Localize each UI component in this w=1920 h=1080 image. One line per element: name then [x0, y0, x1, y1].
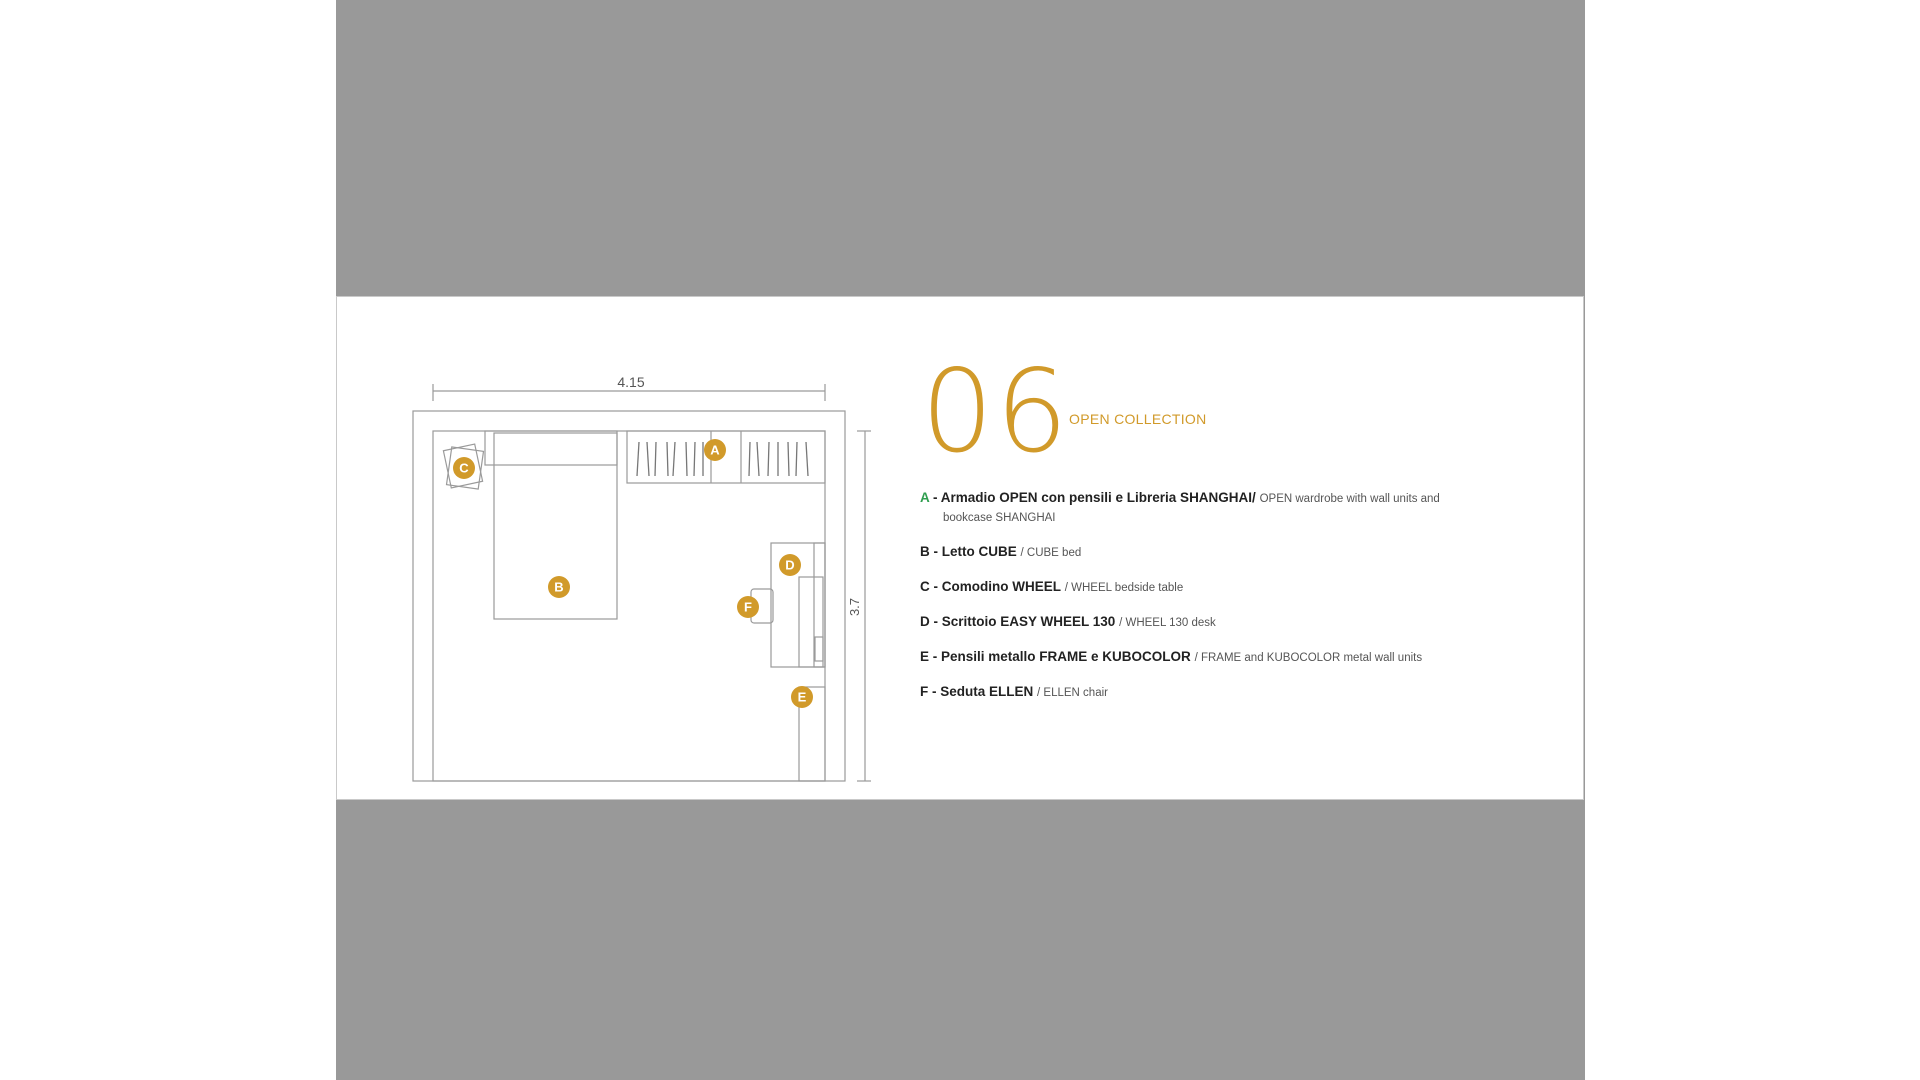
legend-desc: / CUBE bed	[1020, 547, 1082, 559]
svg-text:E: E	[797, 689, 807, 705]
wardrobe-outline	[627, 431, 825, 483]
legend-item: A - Armadio OPEN con pensili e Libreria SHANGHAI/ OPEN wardrobe with wall units and bookcase SHANGHAI	[920, 490, 1440, 524]
legend-name: Letto CUBE	[941, 544, 1017, 559]
marker-a	[704, 439, 726, 461]
height-label: 3.7	[847, 597, 862, 617]
legend-name: Pensili metallo FRAME e KUBOCOLOR	[941, 649, 1191, 664]
legend-desc: OPEN wardrobe with wall units and bookcase SHANGHAI	[943, 493, 1440, 524]
legend-code: D	[920, 614, 930, 629]
marker-d	[779, 554, 801, 576]
legend-code: B	[920, 544, 930, 559]
marker-e	[791, 686, 813, 708]
svg-text:F: F	[744, 599, 752, 615]
legend-code: E	[920, 649, 930, 664]
legend-desc: / ELLEN chair	[1037, 687, 1108, 699]
marker-b	[548, 576, 570, 598]
svg-text:D: D	[785, 557, 795, 573]
legend-code: F	[920, 684, 929, 699]
legend-desc: / FRAME and KUBOCOLOR metal wall units	[1194, 652, 1423, 664]
legend-name: Seduta ELLEN	[940, 684, 1034, 699]
legend-item: F - Seduta ELLEN / ELLEN chair	[920, 684, 1108, 699]
legend-desc: / WHEEL 130 desk	[1119, 617, 1216, 629]
marker-f	[737, 596, 759, 618]
slide-page	[336, 296, 1584, 800]
width-label: 4.15	[617, 374, 645, 390]
marker-c	[453, 457, 475, 479]
section-number: 06	[921, 345, 1071, 478]
floor-plan	[337, 297, 877, 801]
legend-name: Armadio OPEN con pensili e Libreria SHANGHAI/	[940, 490, 1256, 505]
legend-item: D - Scrittoio EASY WHEEL 130 / WHEEL 130 desk	[920, 614, 1216, 629]
legend-item: B - Letto CUBE / CUBE bed	[920, 544, 1082, 559]
legend-list	[920, 489, 1480, 718]
collection-title: OPEN COLLECTION	[1069, 411, 1207, 427]
svg-text:A: A	[710, 442, 720, 458]
legend-item: C - Comodino WHEEL / WHEEL bedside table	[920, 579, 1184, 594]
svg-text:C: C	[459, 460, 469, 476]
legend-name: Scrittoio EASY WHEEL 130	[941, 614, 1116, 629]
legend-code: A	[920, 490, 930, 505]
legend-name: Comodino WHEEL	[941, 579, 1061, 594]
svg-text:B: B	[554, 579, 564, 595]
legend-desc: / WHEEL bedside table	[1064, 582, 1184, 594]
room-outer-wall	[413, 411, 845, 781]
legend-item: E - Pensili metallo FRAME e KUBOCOLOR / FRAME and KUBOCOLOR metal wall units	[920, 649, 1423, 664]
legend-code: C	[920, 579, 930, 594]
